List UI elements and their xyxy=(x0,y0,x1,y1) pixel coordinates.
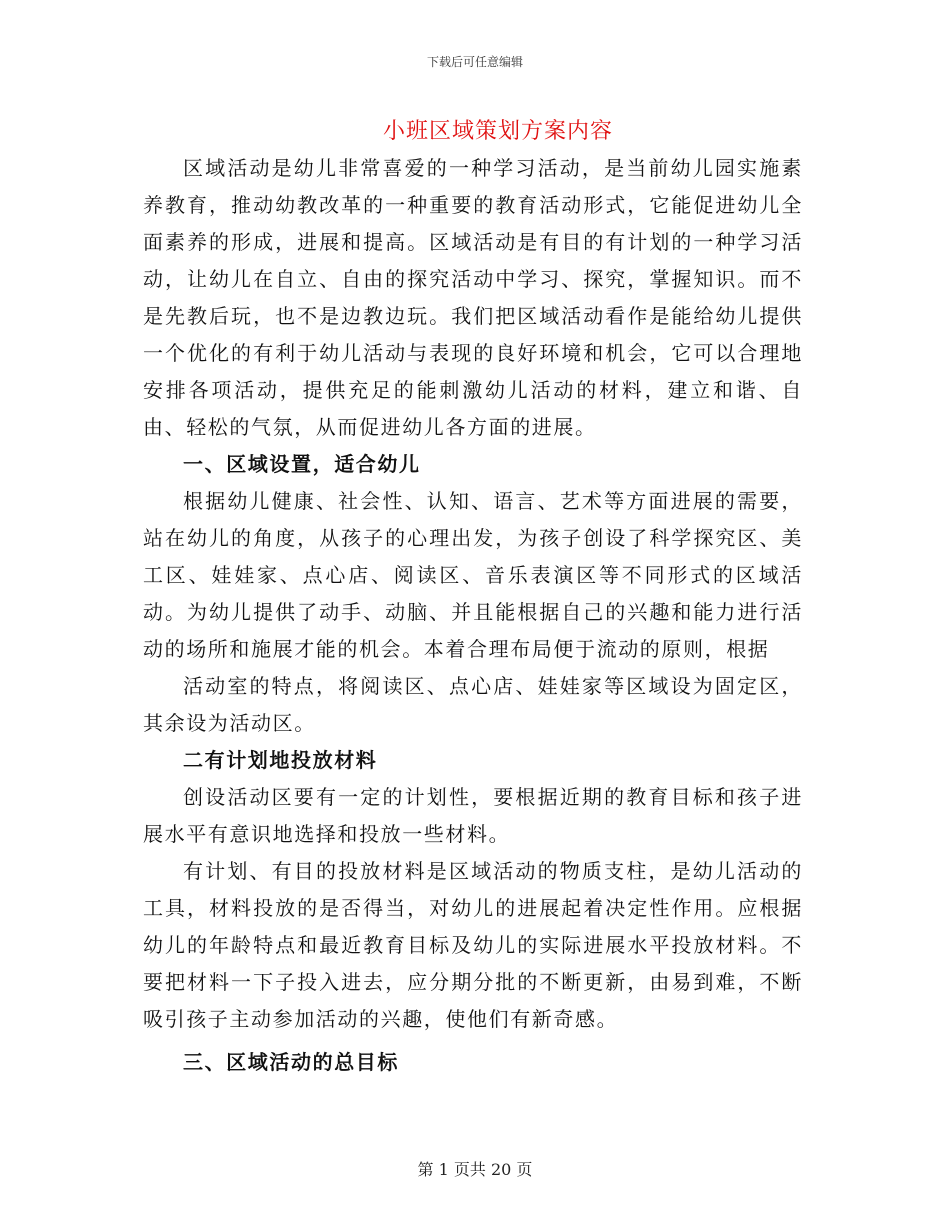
page-footer: 第 1 页共 20 页 xyxy=(417,1160,533,1179)
document-title: 小班区域策划方案内容 xyxy=(382,119,613,144)
heading-section-1: 一、区域设置，适合幼儿 xyxy=(183,452,421,476)
heading-section-2: 二有计划地投放材料 xyxy=(183,748,378,772)
heading-section-3: 三、区域活动的总目标 xyxy=(183,1050,399,1074)
paragraph-section-2a: 创设活动区要有一定的计划性，要根据近期的教育目标和孩子进展水平有意识地选择和投放一些材料。 xyxy=(143,785,803,846)
paragraph-section-2b: 有计划、有目的投放材料是区域活动的物质支柱，是幼儿活动的工具，材料投放的是否得当，对幼儿的进展起着决定性作用。应根据幼儿的年龄特点和最近教育目标及幼儿的实际进展水平投放材料。不要把材料一下子投入进去，应分期分批的不断更新，由易到难，不断吸引孩子主动参加活动的兴趣，使他们有新奇感。 xyxy=(143,859,803,1031)
paragraph-intro: 区域活动是幼儿非常喜爱的一种学习活动，是当前幼儿园实施素养教育，推动幼教改革的一种重要的教育活动形式，它能促进幼儿全面素养的形成，进展和提高。区域活动是有目的有计划的一种学习活动，让幼儿在自立、自由的探究活动中学习、探究，掌握知识。而不是先教后玩，也不是边教边玩。我们把区域活动看作是能给幼儿提供一个优化的有利于幼儿活动与表现的良好环境和机会，它可以合理地安排各项活动，提供充足的能刺激幼儿活动的材料，建立和谐、自由、轻松的气氛，从而促进幼儿各方面的进展。 xyxy=(143,156,803,439)
paragraph-section-1: 根据幼儿健康、社会性、认知、语言、艺术等方面进展的需要，站在幼儿的角度，从孩子的心理出发，为孩子创设了科学探究区、美工区、娃娃家、点心店、阅读区、音乐表演区等不同形式的区域活动。为幼儿提供了动手、动脑、并且能根据自己的兴趣和能力进行活动的场所和施展才能的机会。本着合理布局便于流动的原则，根据 xyxy=(143,489,803,661)
paragraph-section-1-cont: 活动室的特点，将阅读区、点心店、娃娃家等区域设为固定区，其余设为活动区。 xyxy=(143,674,803,735)
document-body xyxy=(143,150,803,1081)
header-note: 下载后可任意编辑 xyxy=(426,55,523,69)
